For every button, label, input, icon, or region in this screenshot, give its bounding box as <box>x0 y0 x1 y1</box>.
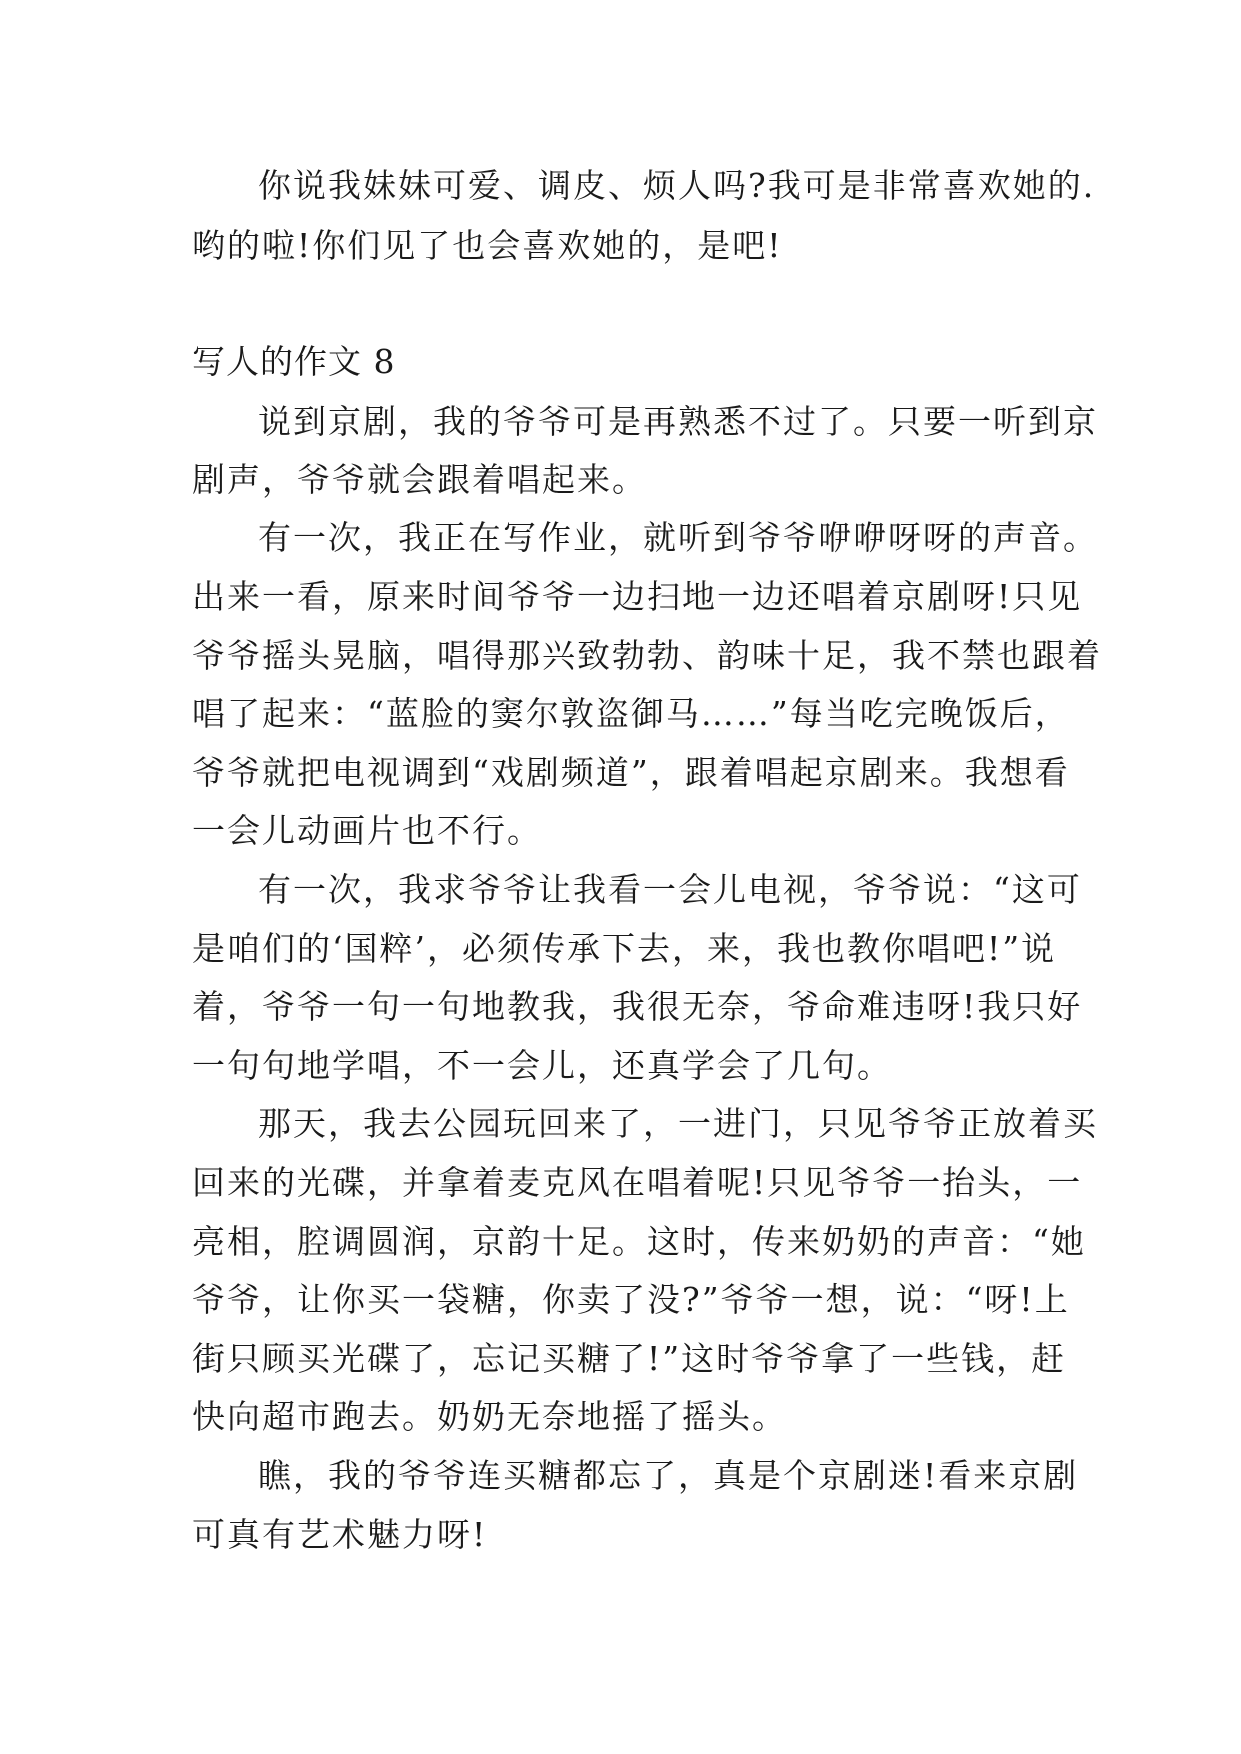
paragraph-line: 哟的啦!你们见了也会喜欢她的，是吧! <box>192 226 783 265</box>
paragraph-line: 爷爷，让你买一袋糖，你卖了没?”爷爷一想，说：“呀!上 <box>192 1280 1070 1319</box>
paragraph-line: 出来一看，原来时间爷爷一边扫地一边还唱着京剧呀!只见 <box>192 577 1083 616</box>
paragraph-line: 瞧，我的爷爷连买糖都忘了，真是个京剧迷!看来京剧 <box>258 1456 1079 1495</box>
paragraph-line: 爷爷就把电视调到“戏剧频道”，跟着唱起京剧来。我想看 <box>192 753 1070 792</box>
paragraph-line: 说到京剧，我的爷爷可是再熟悉不过了。只要一听到京 <box>258 402 1098 441</box>
paragraph-line: 有一次，我正在写作业，就听到爷爷咿咿呀呀的声音。 <box>258 518 1098 557</box>
paragraph-line: 着，爷爷一句一句地教我，我很无奈，爷命难违呀!我只好 <box>192 987 1083 1026</box>
paragraph-line: 街只顾买光碟了，忘记买糖了!”这时爷爷拿了一些钱，赶 <box>192 1339 1067 1378</box>
paragraph-line: 一句句地学唱，不一会儿，还真学会了几句。 <box>192 1046 892 1085</box>
paragraph-line: 唱了起来：“蓝脸的窦尔敦盗御马……”每当吃完晚饭后， <box>192 694 1070 733</box>
section-title: 写人的作文 8 <box>192 342 396 381</box>
paragraph-line: 回来的光碟，并拿着麦克风在唱着呢!只见爷爷一抬头，一 <box>192 1163 1083 1202</box>
paragraph-line: 亮相，腔调圆润，京韵十足。这时，传来奶奶的声音：“她 <box>192 1222 1086 1261</box>
paragraph-line: 可真有艺术魅力呀! <box>192 1515 488 1554</box>
paragraph-line: 一会儿动画片也不行。 <box>192 811 542 850</box>
paragraph-line: 爷爷摇头晃脑，唱得那兴致勃勃、韵味十足，我不禁也跟着 <box>192 636 1102 675</box>
paragraph-line: 你说我妹妹可爱、调皮、烦人吗?我可是非常喜欢她的. <box>258 166 1096 205</box>
paragraph-line: 剧声，爷爷就会跟着唱起来。 <box>192 460 647 499</box>
paragraph-line: 那天，我去公园玩回来了，一进门，只见爷爷正放着买 <box>258 1104 1098 1143</box>
paragraph-line: 是咱们的‘国粹’，必须传承下去，来，我也教你唱吧!”说 <box>192 929 1057 968</box>
paragraph-line: 有一次，我求爷爷让我看一会儿电视，爷爷说：“这可 <box>258 870 1082 909</box>
paragraph-line: 快向超市跑去。奶奶无奈地摇了摇头。 <box>192 1397 787 1436</box>
